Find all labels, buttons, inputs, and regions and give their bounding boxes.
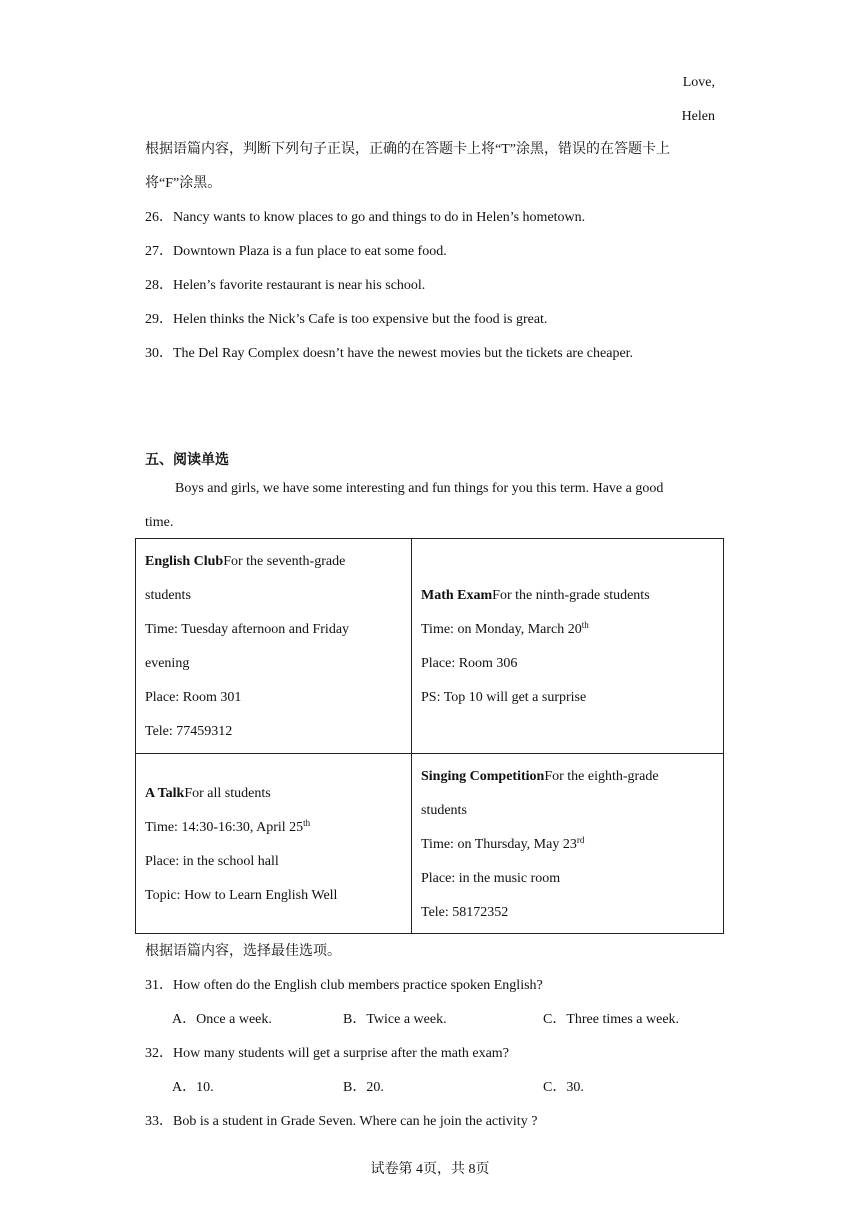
option-a[interactable]: A．10. [172, 1080, 214, 1095]
question-33 [145, 1112, 537, 1132]
activity-title: Singing Competition [421, 769, 545, 784]
activity-title: Math Exam [421, 588, 493, 603]
activity-time: Time: Tuesday afternoon and Friday [145, 622, 350, 637]
ordinal-suffix: th [303, 818, 311, 828]
tf-instruction-line1: 根据语篇内容，判断下列句子正误，正确的在答题卡上将“T”涂黑，错误的在答题卡上 [145, 142, 670, 157]
question-number: 31． [145, 978, 173, 993]
table-divider-horizontal [136, 753, 723, 754]
cell-a-talk [136, 777, 411, 933]
page-footer: 试卷第 4页，共 8页 [370, 1162, 490, 1177]
activity-time [421, 828, 714, 862]
tf-item-28 [145, 276, 425, 296]
question-number: 32． [145, 1046, 173, 1061]
activity-place: Place: in the school hall [145, 854, 279, 869]
activity-audience: For all students [184, 786, 271, 801]
tf-item-27 [145, 242, 447, 262]
intro-line2: time. [145, 515, 174, 530]
activity-audience: For the eighth-grade [544, 769, 659, 784]
activity-tele: Tele: 77459312 [145, 724, 233, 739]
tf-item-26 [145, 208, 585, 228]
question-number: 33． [145, 1114, 173, 1129]
item-number: 30． [145, 346, 173, 361]
question-31 [145, 976, 543, 996]
cell-math-exam [412, 579, 723, 753]
item-text: Helen’s favorite restaurant is near his school. [173, 278, 426, 293]
tf-item-29 [145, 310, 547, 330]
option-b[interactable]: B．Twice a week. [343, 1012, 447, 1027]
activity-time [421, 613, 714, 647]
item-text: Downtown Plaza is a fun place to eat some food. [173, 244, 447, 259]
letter-signature: Helen [681, 109, 715, 124]
option-c[interactable]: C．Three times a week. [543, 1012, 680, 1027]
letter-closing: Love, [682, 75, 715, 90]
item-number: 26． [145, 210, 173, 225]
activity-place: Place: in the music room [421, 871, 561, 886]
intro-line1: Boys and girls, we have some interesting and fun things for you this term. Have a good [175, 481, 664, 496]
tf-item-30 [145, 344, 633, 364]
activity-tele: Tele: 58172352 [421, 905, 509, 920]
activity-time [145, 811, 402, 845]
activities-table [135, 538, 724, 934]
item-number: 29． [145, 312, 173, 327]
activity-time-cont: evening [145, 656, 190, 671]
ordinal-suffix: th [581, 620, 589, 630]
activity-topic: Topic: How to Learn English Well [145, 888, 338, 903]
question-text: Bob is a student in Grade Seven. Where can he join the activity ? [173, 1114, 538, 1129]
activity-title: A Talk [145, 786, 185, 801]
activity-place: Place: Room 301 [145, 690, 242, 705]
option-a[interactable]: A．Once a week. [172, 1012, 272, 1027]
activity-time-text: Time: on Thursday, May 23 [421, 837, 577, 852]
section-heading: 五、阅读单选 [145, 453, 229, 468]
item-text: Nancy wants to know places to go and things to do in Helen’s hometown. [173, 210, 586, 225]
item-number: 27． [145, 244, 173, 259]
activity-audience-cont: students [421, 803, 467, 818]
activity-ps: PS: Top 10 will get a surprise [421, 690, 587, 705]
activity-time-text: Time: 14:30-16:30, April 25 [145, 820, 304, 835]
mc-instruction: 根据语篇内容，选择最佳选项。 [145, 944, 341, 959]
tf-instruction-line2: 将“F”涂黑。 [145, 176, 222, 191]
activity-time-text: Time: on Monday, March 20 [421, 622, 582, 637]
question-32 [145, 1044, 509, 1064]
activity-title: English Club [145, 554, 224, 569]
item-text: Helen thinks the Nick’s Cafe is too expensive but the food is great. [173, 312, 548, 327]
cell-singing-competition [412, 760, 723, 933]
activity-place: Place: Room 306 [421, 656, 518, 671]
item-text: The Del Ray Complex doesn’t have the newest movies but the tickets are cheaper. [173, 346, 634, 361]
ordinal-suffix: rd [576, 835, 585, 845]
activity-audience-cont: students [145, 588, 191, 603]
question-text: How often do the English club members practice spoken English? [173, 978, 543, 993]
question-text: How many students will get a surprise after the math exam? [173, 1046, 509, 1061]
option-c[interactable]: C．30. [543, 1080, 584, 1095]
activity-audience: For the ninth-grade students [492, 588, 650, 603]
item-number: 28． [145, 278, 173, 293]
cell-english-club [136, 545, 411, 753]
activity-audience: For the seventh-grade [223, 554, 346, 569]
option-b[interactable]: B．20. [343, 1080, 384, 1095]
